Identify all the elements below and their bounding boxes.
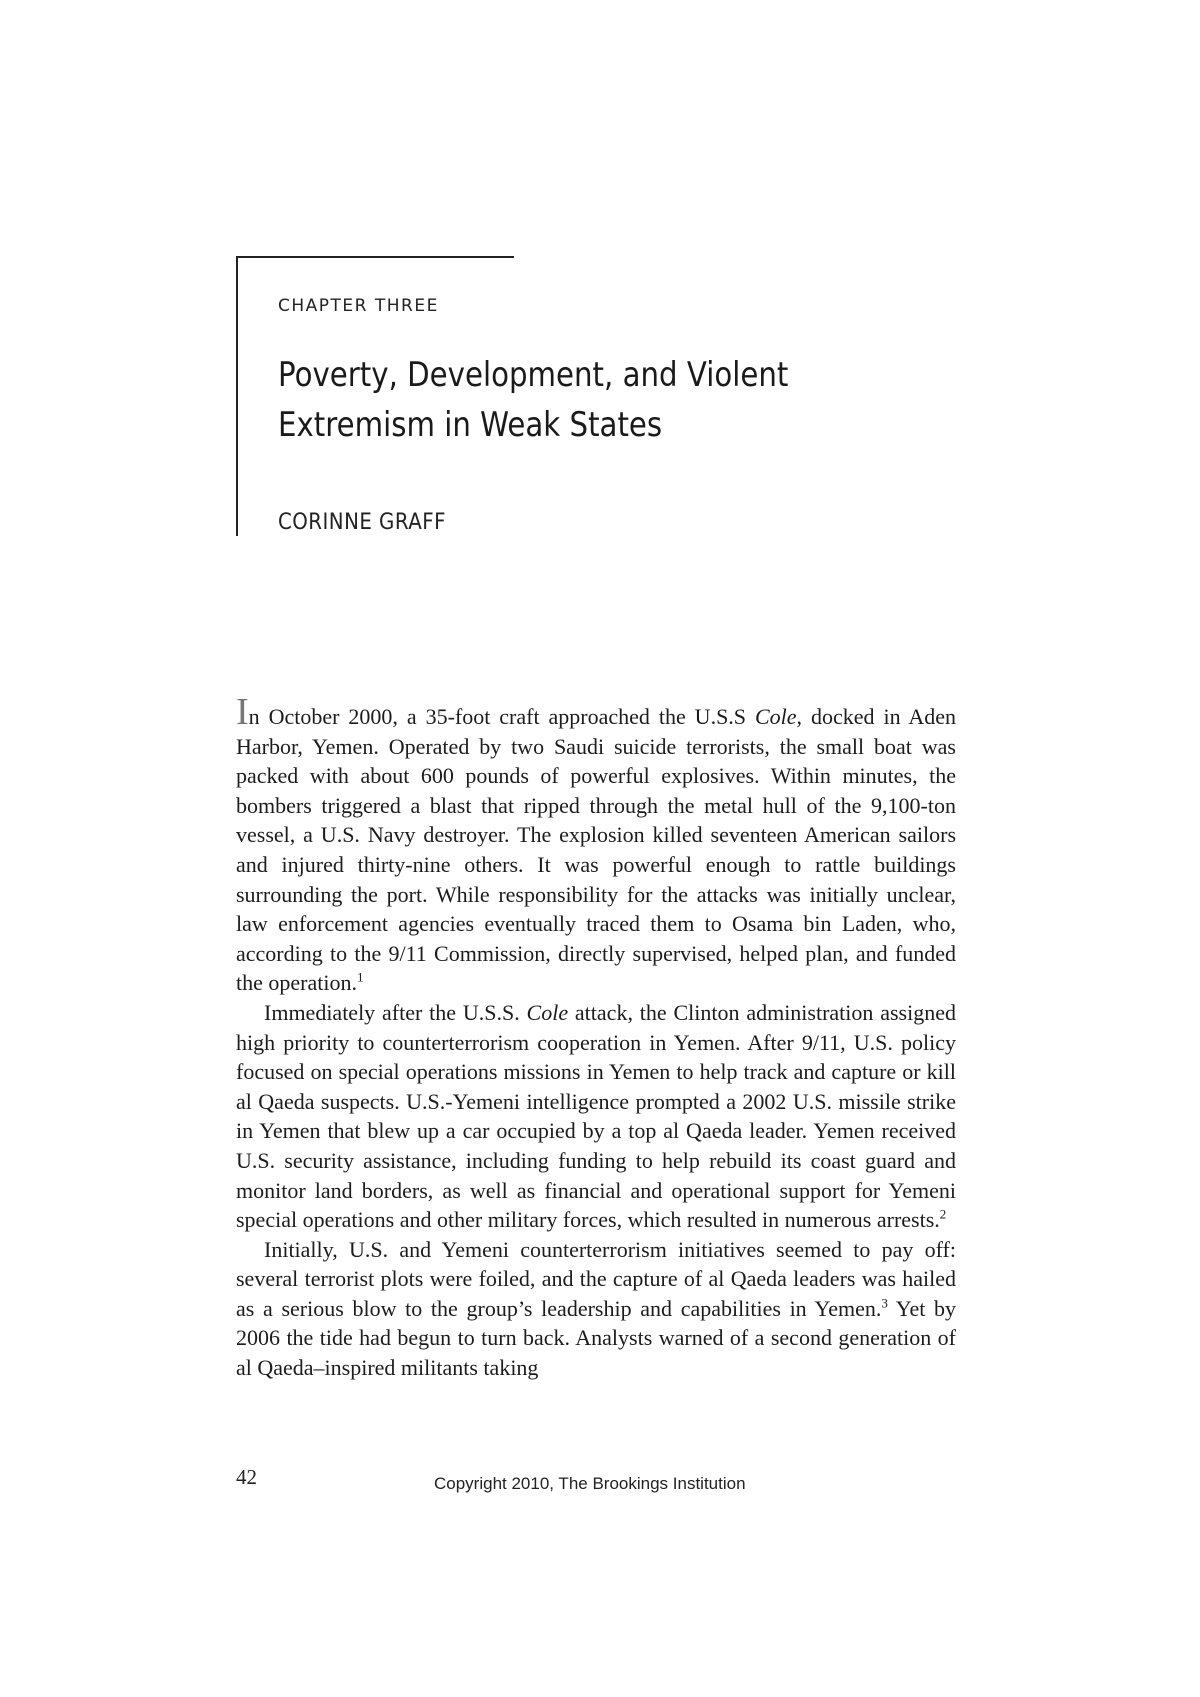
chapter-author: CORINNE GRAFF (278, 510, 446, 535)
chapter-title (278, 350, 794, 450)
body-text (236, 691, 956, 1383)
drop-cap: I (236, 691, 249, 733)
paragraph-3-text-b: Yet by 2006 the tide had begun to turn back. Analysts warned of a second generation of al Qaeda–inspired militants taking (236, 1295, 956, 1381)
ship-name-italic-2: Cole (526, 999, 569, 1025)
paragraph-3-text-a: Initially, U.S. and Yemeni counterterrorism initiatives seemed to pay off: several terrorist plots were foiled, and the capture of al Qaeda leaders was hailed as a serious blow to the group’s leadership and capabilities in Yemen. (236, 1236, 956, 1321)
paragraph-1 (236, 691, 956, 998)
paragraph-2 (236, 998, 956, 1235)
footnote-ref-1: 1 (356, 970, 364, 986)
paragraph-3 (236, 1235, 956, 1383)
chapter-title-line-1: Poverty, Development, and Violent (278, 355, 789, 395)
footnote-ref-2: 2 (939, 1206, 947, 1222)
paragraph-1-text-a: n October 2000, a 35-foot craft approached the U.S.S (248, 704, 755, 729)
chapter-title-line-2: Extremism in Weak States (278, 405, 663, 445)
chapter-label: CHAPTER THREE (278, 296, 439, 316)
paragraph-2-text-a: Immediately after the U.S.S. (264, 999, 527, 1025)
paragraph-1-text-b: docked in Aden Harbor, Yemen. Operated by two Saudi suicide terrorists, the small boat was packed with about 600 pounds of powerful explosives. Within minutes, the bombers triggered a blast that ripped through the metal hull of the 9,100-ton vessel, a U.S. Navy destroyer. The explosion killed seventeen American sailors and injured thirty-nine others. It was powerful enough to rattle buildings surrounding the port. While responsibility for the attacks was initially unclear, law enforcement agencies eventually traced them to Osama bin Laden, who, according to the 9/11 Commission, directly supervised, helped plan, and funded the operation. (236, 704, 956, 996)
copyright-notice: Copyright 2010, The Brookings Institution (434, 1474, 746, 1493)
ship-name-italic: Cole, (755, 704, 803, 729)
paragraph-2-text-b: attack, the Clinton administration assigned high priority to counterterrorism cooperation in Yemen. After 9/11, U.S. policy focused on special operations missions in Yemen to help track and capture or kill al Qaeda suspects. U.S.-Yemeni intelligence prompted a 2002 U.S. missile strike in Yemen that blew up a car occupied by a top al Qaeda leader. Yemen received U.S. security assistance, including funding to help rebuild its coast guard and monitor land borders, as well as financial and operational support for Yemeni special operations and other military forces, which resulted in numerous arrests. (236, 999, 956, 1233)
footnote-ref-3: 3 (881, 1295, 888, 1311)
page-number: 42 (236, 1465, 257, 1489)
